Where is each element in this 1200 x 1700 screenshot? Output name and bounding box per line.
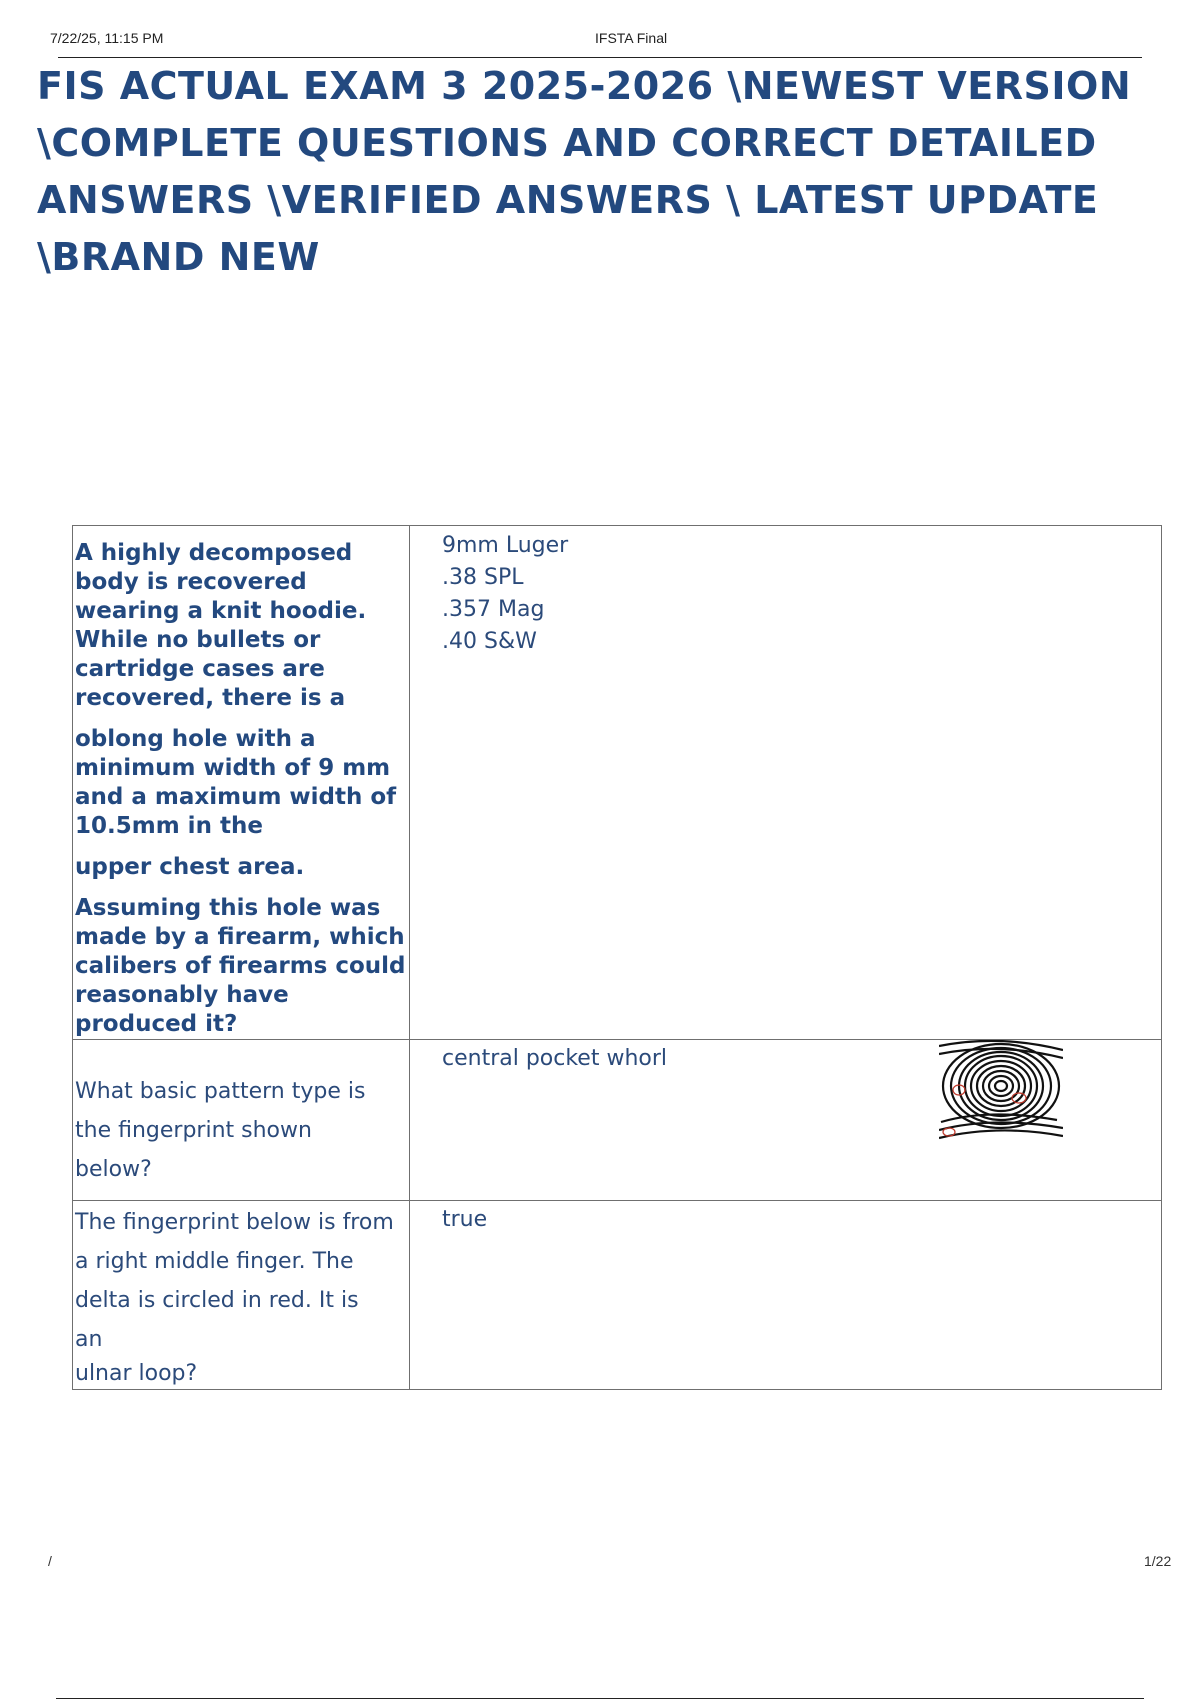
bottom-divider — [56, 1698, 1144, 1699]
question-line: The fingerprint below is from — [75, 1210, 394, 1235]
print-datetime: 7/22/25, 11:15 PM — [50, 30, 164, 46]
print-title: IFSTA Final — [595, 30, 668, 46]
answer-option: .40 S&W — [442, 629, 537, 654]
answer-option: .357 Mag — [442, 597, 545, 622]
question-line: the fingerprint shown — [75, 1118, 312, 1143]
question-line: an — [75, 1327, 103, 1352]
question-cell — [73, 526, 410, 1040]
question-line: a right middle finger. The — [75, 1249, 354, 1274]
table-row — [73, 1040, 1162, 1201]
question-paragraph: Assuming this hole was made by a firearm, which calibers of firearms could reasonably have produced it? — [75, 895, 406, 1037]
fingerprint-image — [939, 1040, 1063, 1142]
page-number: 1/22 — [1144, 1553, 1172, 1569]
answer-option: .38 SPL — [442, 565, 524, 590]
answer-option: 9mm Luger — [442, 533, 569, 558]
answer-cell — [410, 1040, 1162, 1201]
table-row — [73, 1201, 1162, 1390]
question-cell — [73, 1201, 410, 1390]
question-paragraph: oblong hole with a minimum width of 9 mm and a maximum width of 10.5mm in the — [75, 726, 397, 839]
print-header — [50, 30, 1142, 54]
footer-url: / — [48, 1553, 52, 1569]
question-paragraph: upper chest area. — [75, 854, 305, 880]
answer-text: true — [442, 1207, 488, 1232]
table-row — [73, 526, 1162, 1040]
document-title: FIS ACTUAL EXAM 3 2025-2026 \NEWEST VERSION \COMPLETE QUESTIONS AND CORRECT DETAILED ANSWERS \VERIFIED ANSWERS \ LATEST UPDATE \BRAND NEW — [37, 64, 1132, 279]
question-line: delta is circled in red. It is — [75, 1288, 359, 1313]
answer-text: central pocket whorl — [442, 1046, 668, 1071]
question-line: ulnar loop? — [75, 1361, 198, 1386]
answer-cell — [410, 1201, 1162, 1390]
question-cell — [73, 1040, 410, 1201]
question-line: What basic pattern type is — [75, 1079, 366, 1104]
question-line: below? — [75, 1157, 152, 1182]
question-paragraph: A highly decomposed body is recovered wearing a knit hoodie. While no bullets or cartridge cases are recovered, there is a — [75, 540, 367, 711]
answer-cell — [410, 526, 1162, 1040]
qa-table — [72, 525, 1162, 1390]
